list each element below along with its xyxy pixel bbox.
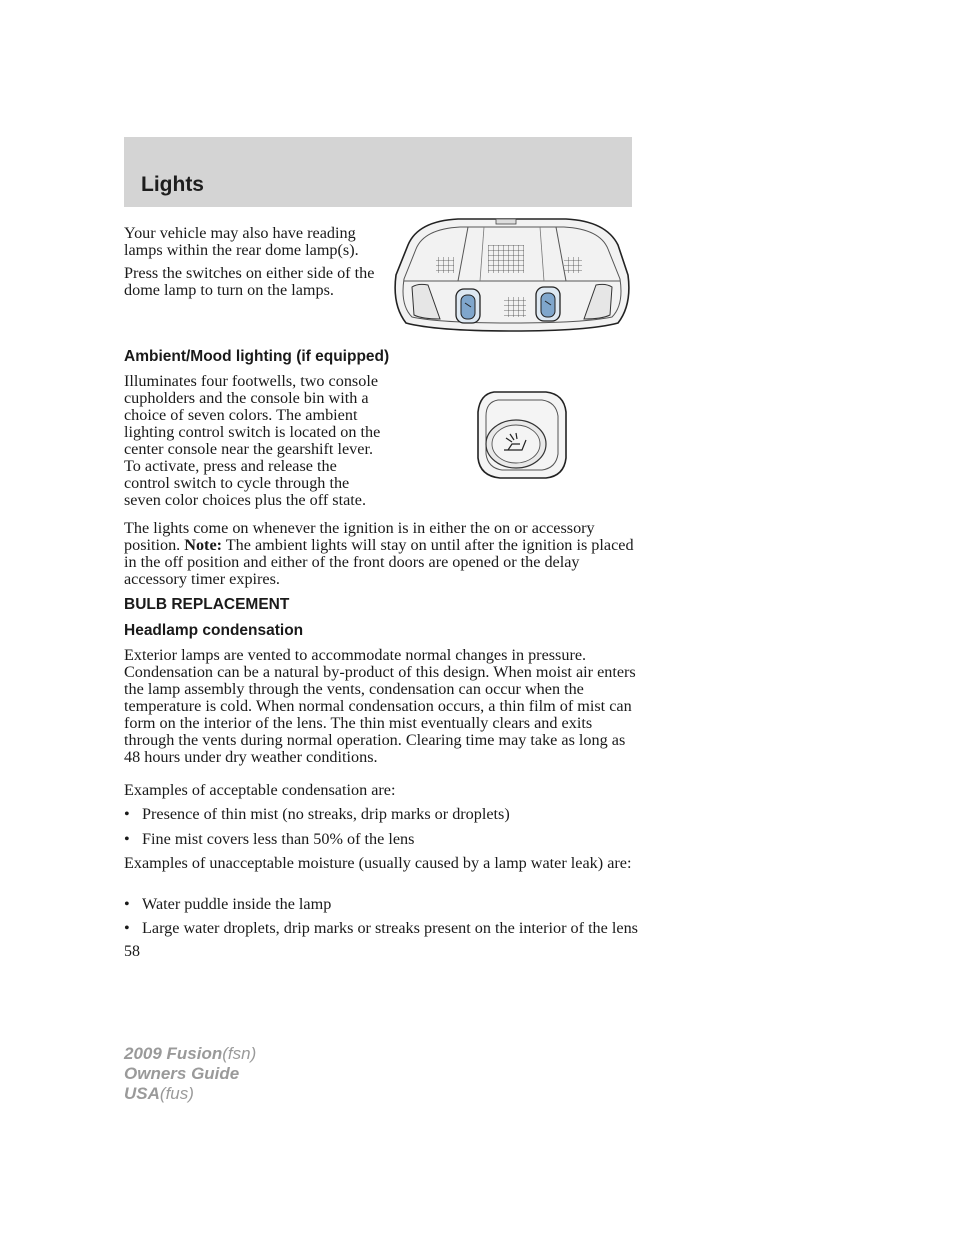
- footer-market-code: (fus): [159, 1084, 194, 1103]
- bullet-marker: •: [124, 919, 130, 937]
- condensation-paragraph: Exterior lamps are vented to accommodate normal changes in pressure. Condensation can be a natural by-product of this design. When moist air enters the lamp assembly through the vents, condensation can occur when the temperature is cold. When normal condensation occurs, a thin film of mist can form on the interior of the lens. The thin mist eventually clears and exits through the vents during normal operation. Clearing time may take as long as 48 hours under dry weather conditions.: [124, 646, 636, 766]
- headlamp-condensation-heading: Headlamp condensation: [124, 622, 304, 639]
- ambient-switch-illustration: [472, 384, 572, 484]
- bullet-marker: •: [124, 805, 130, 823]
- footer-market: USA: [124, 1084, 160, 1103]
- document-footer: [124, 1044, 256, 1104]
- section-header: [124, 137, 632, 207]
- ignition-paragraph-text: The lights come on whenever the ignition is in either the on or accessory position.: [124, 519, 595, 554]
- ambient-lighting-paragraph: Illuminates four footwells, two console cupholders and the console bin with a choice of seven colors. The ambient lighting control switch is located on the center console near the gearshift lever. To activate, press and release the control switch to cycle through the seven color choices plus the off state.: [124, 372, 381, 509]
- note-label: Note:: [184, 536, 223, 554]
- section-title: Lights: [141, 173, 204, 196]
- footer-guide: Owners Guide: [124, 1064, 240, 1083]
- list-item-text: Presence of thin mist (no streaks, drip marks or droplets): [142, 805, 510, 823]
- note-text: The ambient lights will stay on until after the ignition is placed in the off position and either of the front doors are opened or the delay accessory timer expires.: [124, 536, 634, 588]
- reading-lamps-paragraph: Your vehicle may also have reading lamps within the rear dome lamp(s).: [124, 224, 359, 259]
- unacceptable-intro: Examples of unacceptable moisture (usually caused by a lamp water leak) are:: [124, 854, 632, 872]
- switch-instruction-paragraph: Press the switches on either side of the dome lamp to turn on the lamps.: [124, 264, 375, 299]
- list-item-text: Fine mist covers less than 50% of the lens: [142, 830, 415, 848]
- footer-model-code: (fsn): [222, 1044, 257, 1063]
- bullet-marker: •: [124, 830, 130, 848]
- ambient-lighting-heading: Ambient/Mood lighting (if equipped): [124, 348, 390, 365]
- list-item-text: Water puddle inside the lamp: [142, 895, 332, 913]
- bulb-replacement-heading: BULB REPLACEMENT: [124, 596, 290, 613]
- bullet-marker: •: [124, 895, 130, 913]
- footer-model: 2009 Fusion: [124, 1044, 223, 1063]
- list-item-text: Large water droplets, drip marks or streaks present on the interior of the lens: [142, 919, 638, 937]
- dome-lamp-illustration: [388, 215, 636, 335]
- page-number: 58: [124, 943, 140, 960]
- acceptable-intro: Examples of acceptable condensation are:: [124, 781, 396, 799]
- ignition-note-paragraph: [124, 520, 644, 588]
